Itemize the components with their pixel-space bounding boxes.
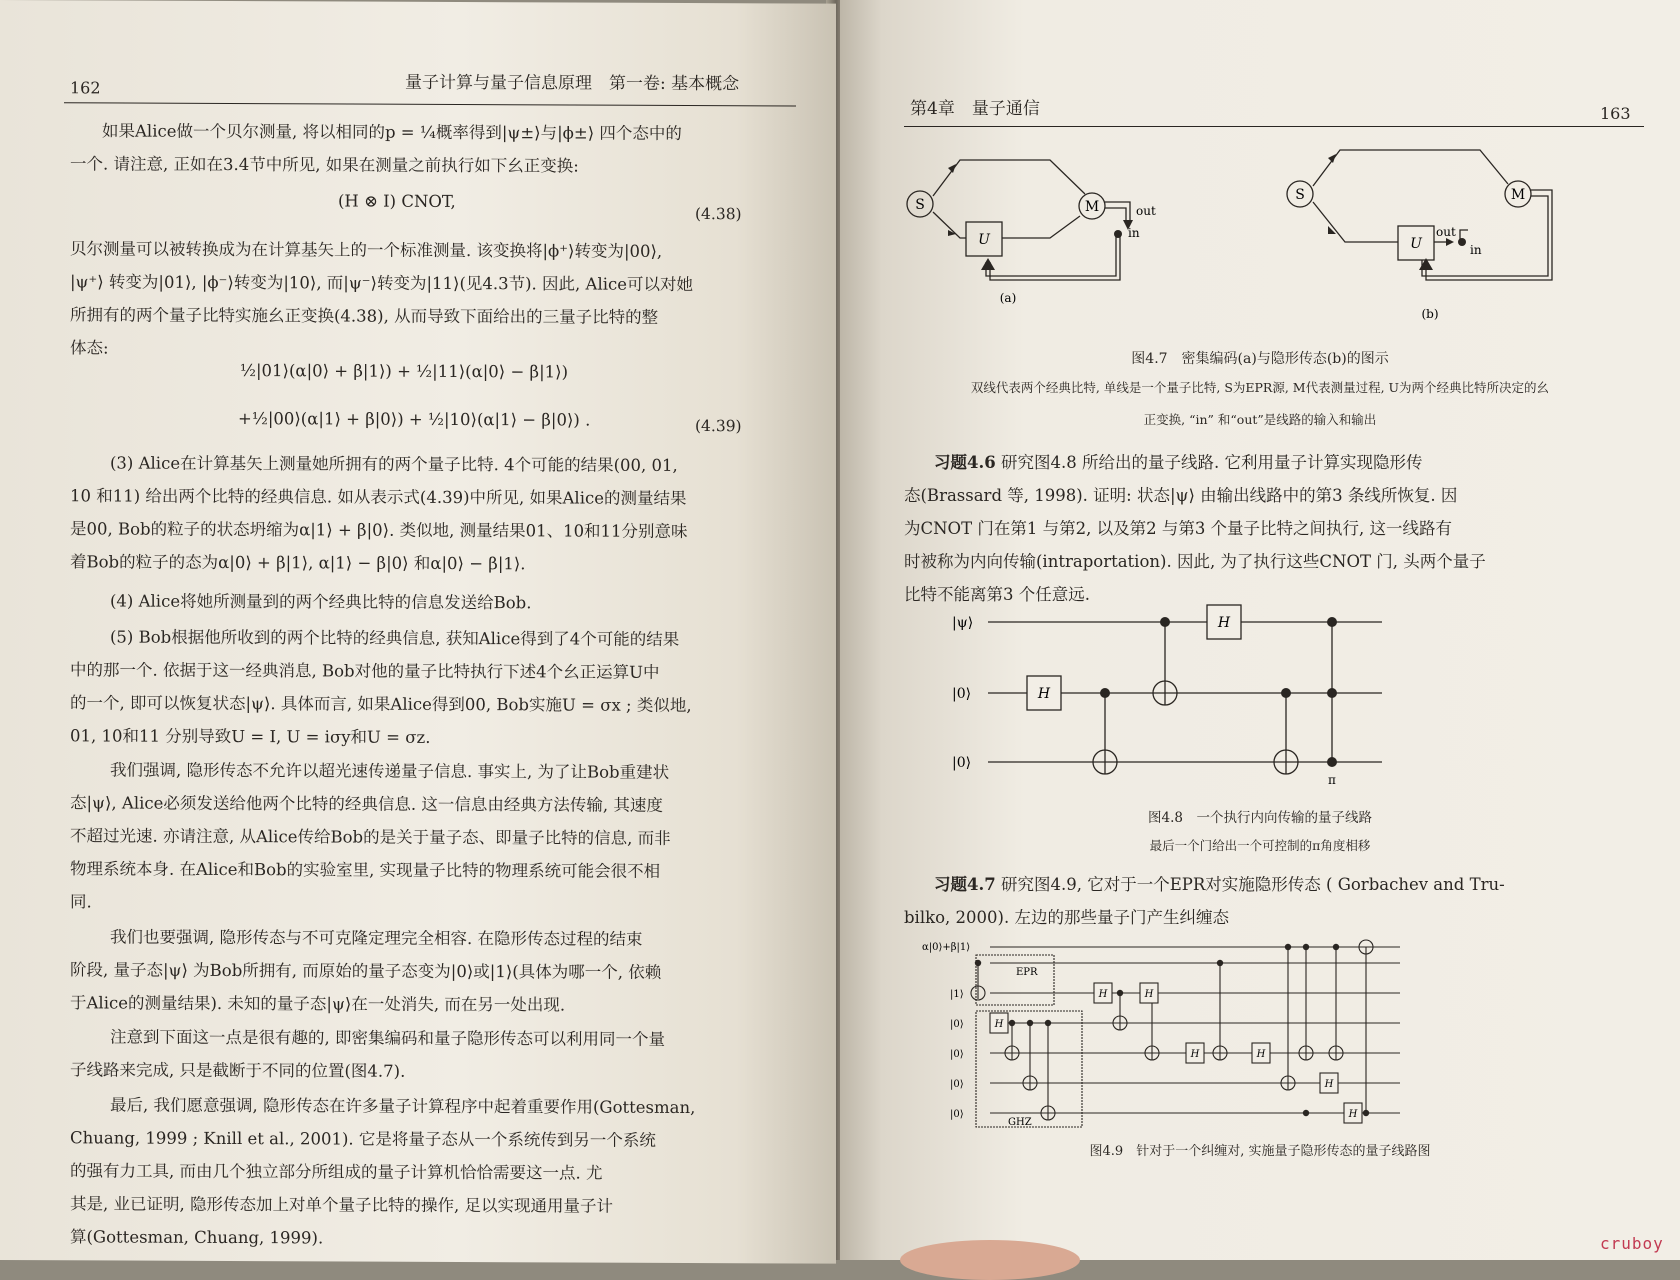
in-dot-icon	[1458, 238, 1466, 246]
figure-4-8	[840, 600, 1680, 800]
text-line: Chuang, 1999 ; Knill et al., 2001). 它是将量子态从一个系统传到另一个系统	[70, 1128, 656, 1150]
label-b: (b)	[1421, 307, 1439, 321]
watermark: cruboy	[1600, 1234, 1664, 1253]
control-dot	[975, 960, 981, 966]
quantum-line-top	[1313, 150, 1508, 186]
control-dot	[1363, 1110, 1369, 1116]
label-h: H	[1348, 1109, 1358, 1120]
label-ghz: GHZ	[1008, 1117, 1032, 1128]
figure-4-7	[840, 130, 1680, 340]
label-h: H	[1144, 989, 1154, 1000]
text-line: 比特不能离第3 个任意远.	[904, 585, 1090, 604]
control-dot	[1327, 757, 1337, 767]
paragraph-9	[70, 1088, 695, 1256]
label-ket-0: |0⟩	[950, 1109, 964, 1120]
exercise-4-6-label: 习题4.6	[934, 453, 996, 472]
figure-4-7-caption-note: 双线代表两个经典比特, 单线是一个量子比特, S为EPR源, M代表测量过程, U为两个经典比特所决定的幺	[970, 380, 1550, 395]
text-line: 的强有力工具, 而由几个独立部分所组成的量子计算机恰恰需要这一点. 尤	[70, 1161, 603, 1183]
control-dot	[1303, 1110, 1309, 1116]
control-dot	[1333, 944, 1339, 950]
text-line: 着Bob的粒子的态为α|0⟩ + β|1⟩, α|1⟩ − β|0⟩ 和α|0⟩ − β|1⟩.	[70, 552, 526, 574]
classical-in-1	[990, 236, 1120, 280]
text-line: 01, 10和11 分别导致U = I, U = iσy和U = σz.	[70, 726, 431, 747]
control-dot	[1281, 688, 1291, 698]
label-m: M	[1084, 199, 1100, 215]
text-line: 不超过光速. 亦请注意, 从Alice传给Bob的是关于量子态、即量子比特的信息, 而非	[70, 826, 671, 848]
equation-4-38: (H ⊗ I) CNOT,	[338, 191, 456, 211]
right-page	[840, 0, 1680, 1260]
text-line: 时被称为内向传输(intraportation). 因此, 为了执行这些CNOT 门, 头两个量子	[904, 552, 1486, 571]
label-out: out	[1436, 225, 1456, 239]
paragraph-6	[70, 753, 671, 921]
figure-4-7b	[1287, 150, 1552, 280]
label-input-state: α|0⟩+β|1⟩	[922, 942, 971, 953]
label-psi: |ψ⟩	[952, 615, 974, 631]
out-arrow-icon	[1446, 238, 1454, 246]
control-dot	[1009, 1020, 1015, 1026]
text-line: 物理系统本身. 在Alice和Bob的实验室里, 实现量子比特的物理系统可能会很不相	[70, 859, 661, 881]
label-h: H	[1217, 615, 1231, 631]
label-in: in	[1470, 243, 1482, 257]
text-line: bilko, 2000). 左边的那些量子门产生纠缠态	[904, 908, 1229, 927]
exercise-4-6	[904, 446, 1486, 611]
label-epr: EPR	[1016, 967, 1038, 978]
text-line: 子线路来完成, 只是截断于不同的位置(图4.7).	[70, 1060, 406, 1081]
figure-4-7a	[907, 160, 1130, 280]
label-zero: |0⟩	[952, 686, 972, 702]
text-line: 同.	[70, 892, 92, 912]
left-running-head: 量子计算与量子信息原理 第一卷: 基本概念	[405, 72, 740, 95]
text-line: 如果Alice做一个贝尔测量, 将以相同的p = ¼概率得到|ψ±⟩与|ϕ±⟩ 四个态中的	[102, 121, 682, 143]
paragraph-8	[70, 1020, 665, 1089]
control-dot	[1285, 944, 1291, 950]
text-line: 的一个, 即可以恢复状态|ψ⟩. 具体而言, 如果Alice得到00, Bob实施U = σx ; 类似地,	[70, 693, 692, 716]
paragraph-1-cont	[70, 147, 579, 182]
figure-4-8-caption-note: 最后一个门给出一个可控制的π角度相移	[1149, 838, 1371, 853]
text-line: 其是, 业已证明, 隐形传态加上对单个量子比特的操作, 足以实现通用量子计	[70, 1194, 613, 1216]
quantum-line-top	[933, 160, 1085, 196]
text-line: 所拥有的两个量子比特实施幺正变换(4.38), 从而导致下面给出的三量子比特的整	[70, 305, 659, 327]
label-h: H	[1190, 1049, 1200, 1060]
label-h: H	[994, 1019, 1004, 1030]
text-line: 研究图4.9, 它对于一个EPR对实施隐形传态 ( Gorbachev and Tru-	[1000, 875, 1505, 894]
control-dot	[1045, 1020, 1051, 1026]
text-line: 体态:	[70, 338, 109, 358]
label-m: M	[1510, 187, 1526, 203]
label-ket-0: |0⟩	[950, 1079, 964, 1090]
text-line: 态|ψ⟩, Alice必须发送给他两个比特的经典信息. 这一信息由经典方法传输, 其速度	[70, 793, 663, 815]
label-zero: |0⟩	[952, 755, 972, 771]
label-a: (a)	[999, 291, 1017, 305]
left-page	[0, 0, 836, 1264]
label-pi: π	[1328, 773, 1336, 787]
text-line: 于Alice的测量结果). 未知的量子态|ψ⟩在一处消失, 而在另一处出现.	[70, 993, 566, 1015]
paragraph-7	[70, 920, 661, 1022]
label-h: H	[1324, 1079, 1334, 1090]
text-line: 贝尔测量可以被转换成为在计算基矢上的一个标准测量. 该变换将|ϕ⁺⟩转变为|00⟩,	[70, 239, 663, 261]
control-dot	[1217, 960, 1223, 966]
paragraph-3	[70, 446, 688, 581]
label-ket-0: |0⟩	[950, 1049, 964, 1060]
label-ket-0: |0⟩	[950, 1019, 964, 1030]
finger-thumb	[900, 1240, 1080, 1280]
figure-4-7-caption: 图4.7 密集编码(a)与隐形传态(b)的图示	[1131, 351, 1389, 367]
arrow-icon	[1328, 154, 1336, 163]
in-dot-icon	[1114, 230, 1122, 238]
text-line: 一个. 请注意, 正如在3.4节中所见, 如果在测量之前执行如下幺正变换:	[70, 154, 579, 176]
label-out: out	[1136, 204, 1156, 218]
text-line: 我们强调, 隐形传态不允许以超光速传递量子信息. 事实上, 为了让Bob重建状	[110, 760, 670, 782]
control-dot	[1027, 1020, 1033, 1026]
control-dot	[1117, 990, 1123, 996]
control-dot	[1303, 944, 1309, 950]
figure-4-9	[840, 935, 1680, 1135]
quantum-line-bottom-right	[1002, 216, 1080, 238]
label-h: H	[1256, 1049, 1266, 1060]
paragraph-2	[70, 232, 693, 367]
up-arrow-icon	[981, 258, 995, 270]
equation-number: (4.38)	[695, 205, 742, 224]
left-page-number: 162	[70, 78, 101, 98]
text-line: 为CNOT 门在第1 与第2, 以及第2 与第3 个量子比特之间执行, 这一线路有	[904, 519, 1453, 538]
equation-number: (4.39)	[695, 417, 742, 436]
text-line: 算(Gottesman, Chuang, 1999).	[70, 1227, 324, 1248]
paragraph-4	[110, 584, 531, 619]
quantum-line-bottom-left	[1313, 202, 1398, 242]
text-line: 态(Brassard 等, 1998). 证明: 状态|ψ⟩ 由输出线路中的第3 条线所恢复. 因	[904, 486, 1458, 505]
control-dot	[1327, 688, 1337, 698]
label-s: S	[1295, 187, 1305, 203]
right-page-number: 163	[1600, 104, 1631, 123]
figure-4-9-caption: 图4.9 针对于一个纠缠对, 实施量子隐形传态的量子线路图	[1089, 1144, 1431, 1159]
equation-4-39-line2: +½|00⟩(α|1⟩ + β|0⟩) + ½|10⟩(α|1⟩ − β|0⟩) .	[238, 409, 591, 430]
text-line: 阶段, 量子态|ψ⟩ 为Bob所拥有, 而原始的量子态变为|0⟩或|1⟩(具体为哪一个, 依赖	[70, 960, 662, 982]
text-line: 10 和11) 给出两个比特的经典信息. 如从表示式(4.39)中所见, 如果Alice的测量结果	[70, 486, 687, 508]
exercise-4-7-label: 习题4.7	[934, 875, 996, 894]
control-dot	[1100, 688, 1110, 698]
right-chapter-head: 第4章 量子通信	[910, 99, 1040, 119]
arrow-icon	[948, 164, 956, 173]
control-dot	[1160, 617, 1170, 627]
right-header-rule	[904, 126, 1644, 127]
paragraph-1	[102, 114, 682, 150]
text-line: 研究图4.8 所给出的量子线路. 它利用量子计算实现隐形传	[1000, 453, 1423, 472]
classical-in-2	[986, 236, 1116, 276]
text-line: |ψ⁺⟩ 转变为|01⟩, |ϕ⁻⟩转变为|10⟩, 而|ψ⁻⟩转变为|11⟩(见4.3节). 因此, Alice可以对她	[70, 272, 694, 295]
text-line: 我们也要强调, 隐形传态与不可克隆定理完全相容. 在隐形传态过程的结束	[110, 927, 643, 949]
label-u: U	[978, 232, 990, 248]
figure-4-7-caption-note-2: 正变换, “in” 和“out”是线路的输入和输出	[1143, 412, 1377, 427]
text-line: 最后, 我们愿意强调, 隐形传态在许多量子计算程序中起着重要作用(Gottesman,	[110, 1095, 696, 1118]
text-line: 注意到下面这一点是很有趣的, 即密集编码和量子隐形传态可以利用同一个量	[110, 1027, 665, 1049]
text-line: (5) Bob根据他所收到的两个比特的经典信息, 获知Alice得到了4个可能的结果	[110, 627, 680, 649]
label-s: S	[915, 197, 925, 213]
label-ket-1: |1⟩	[950, 989, 964, 1000]
label-u: U	[1410, 236, 1422, 252]
label-h: H	[1037, 686, 1051, 702]
figure-4-8-caption: 图4.8 一个执行内向传输的量子线路	[1148, 810, 1372, 826]
control-dot	[1327, 617, 1337, 627]
equation-4-39-line1: ½|01⟩(α|0⟩ + β|1⟩) + ½|11⟩(α|0⟩ − β|1⟩)	[240, 361, 569, 382]
left-header-rule	[64, 102, 796, 106]
text-line: 中的那一个. 依据于这一经典消息, Bob对他的量子比特执行下述4个幺正运算U中	[70, 660, 660, 682]
exercise-4-7	[904, 868, 1505, 934]
label-in: in	[1128, 226, 1140, 240]
label-h: H	[1098, 989, 1108, 1000]
text-line: (3) Alice在计算基矢上测量她所拥有的两个量子比特. 4个可能的结果(00, 01,	[110, 453, 678, 475]
paragraph-5	[70, 620, 692, 755]
classical-out-2	[1105, 208, 1126, 220]
text-line: (4) Alice将她所测量到的两个经典比特的信息发送给Bob.	[110, 591, 532, 613]
text-line: 是00, Bob的粒子的状态坍缩为α|1⟩ + β|0⟩. 类似地, 测量结果01、10和11分别意味	[70, 519, 688, 542]
